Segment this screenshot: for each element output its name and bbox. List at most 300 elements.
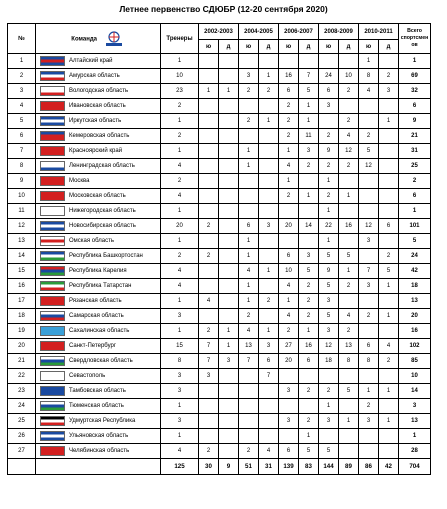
team-name: Республика Татарстан [69,283,132,289]
athlete-count [239,384,259,399]
athlete-count [259,309,279,324]
coaches-count: 2 [161,129,199,144]
table-row [8,234,431,249]
region-flag-icon [40,116,65,126]
team-name: Удмуртская Республика [69,418,136,424]
athlete-count [359,204,379,219]
athlete-count [359,369,379,384]
athlete-count: 1 [219,84,239,99]
athlete-count [239,429,259,444]
table-row [8,429,431,444]
coaches-count: 1 [161,399,199,414]
athlete-count: 3 [319,99,339,114]
row-total: 3 [399,399,431,414]
athlete-count [259,399,279,414]
table-row [8,99,431,114]
table-row [8,69,431,84]
athlete-count [239,369,259,384]
athlete-count: 12 [359,159,379,174]
header-group-2: 2004-2005 [239,24,279,40]
team-name: Севастополь [69,373,106,379]
totals-cell: 144 [319,459,339,475]
table-row [8,399,431,414]
athlete-count: 1 [299,114,319,129]
athlete-count [219,384,239,399]
table-row [8,219,431,234]
row-total: 9 [399,114,431,129]
coaches-count: 3 [161,414,199,429]
athlete-count: 5 [319,444,339,459]
athlete-count: 3 [359,279,379,294]
row-number: 13 [8,234,36,249]
table-row [8,294,431,309]
team-name: Нижегородская область [69,208,136,214]
athlete-count: 9 [319,264,339,279]
team-cell [36,69,161,84]
athlete-count: 1 [359,384,379,399]
row-number: 12 [8,219,36,234]
table-body [8,54,431,459]
coaches-count: 3 [161,369,199,384]
region-flag-icon [40,356,65,366]
athlete-count: 7 [259,369,279,384]
row-number: 17 [8,294,36,309]
athlete-count [199,114,219,129]
athlete-count: 3 [319,324,339,339]
athlete-count: 3 [219,354,239,369]
row-total: 18 [399,279,431,294]
table-row [8,279,431,294]
athlete-count: 4 [259,444,279,459]
team-cell [36,114,161,129]
athlete-count: 5 [359,144,379,159]
athlete-count [219,294,239,309]
totals-cell: 31 [259,459,279,475]
athlete-count: 7 [199,339,219,354]
table-row [8,339,431,354]
header-sub-m: ю [359,40,379,54]
athlete-count [379,99,399,114]
athlete-count: 6 [299,354,319,369]
table-row [8,189,431,204]
table-row [8,414,431,429]
athlete-count: 1 [319,174,339,189]
athlete-count: 6 [279,444,299,459]
page-title: Летнее первенство СДЮБР (12-20 сентября 2020) [119,4,328,14]
athlete-count: 1 [239,144,259,159]
header-sub-f: д [299,40,319,54]
region-flag-icon [40,71,65,81]
athlete-count [219,369,239,384]
athlete-count [299,204,319,219]
athlete-count [259,414,279,429]
athlete-count: 3 [299,144,319,159]
athlete-count: 2 [299,159,319,174]
athlete-count: 2 [359,129,379,144]
athlete-count: 3 [259,339,279,354]
team-name: Ивановская область [69,103,126,109]
athlete-count: 4 [379,339,399,354]
athlete-count: 2 [199,219,219,234]
athlete-count: 2 [199,249,219,264]
region-flag-icon [40,56,65,66]
totals-row [8,459,431,475]
athlete-count [199,204,219,219]
row-total: 6 [399,99,431,114]
athlete-count: 1 [239,294,259,309]
athlete-count: 12 [319,339,339,354]
athlete-count [279,234,299,249]
athlete-count [259,279,279,294]
athlete-count: 1 [239,234,259,249]
table-row [8,309,431,324]
coaches-count: 4 [161,279,199,294]
athlete-count [239,399,259,414]
header-group-3: 2006-2007 [279,24,319,40]
athlete-count [339,294,359,309]
athlete-count [279,369,299,384]
coaches-count: 1 [161,144,199,159]
athlete-count [379,429,399,444]
athlete-count: 16 [299,339,319,354]
row-number: 4 [8,99,36,114]
athlete-count [279,429,299,444]
athlete-count [339,174,359,189]
athlete-count [299,399,319,414]
coaches-count: 8 [161,354,199,369]
athlete-count: 1 [299,189,319,204]
table-row [8,129,431,144]
athlete-count [379,369,399,384]
athlete-count [259,129,279,144]
athlete-count [259,99,279,114]
athlete-count: 2 [239,114,259,129]
athlete-count [259,204,279,219]
athlete-count: 2 [359,399,379,414]
region-flag-icon [40,326,65,336]
team-name: Челябинская область [69,448,130,454]
row-number: 16 [8,279,36,294]
coaches-count: 2 [161,249,199,264]
header-coaches: Тренеры [161,24,199,54]
row-number: 15 [8,264,36,279]
athlete-count [339,204,359,219]
row-total: 102 [399,339,431,354]
athlete-count: 4 [239,324,259,339]
athlete-count: 2 [279,114,299,129]
athlete-count [199,174,219,189]
athlete-count: 2 [259,294,279,309]
athlete-count: 3 [259,219,279,234]
athlete-count: 6 [319,84,339,99]
row-total: 1 [399,429,431,444]
athlete-count: 2 [379,69,399,84]
athlete-count: 11 [299,129,319,144]
athlete-count: 5 [339,249,359,264]
region-flag-icon [40,311,65,321]
team-cell [36,294,161,309]
athlete-count [259,234,279,249]
athlete-count: 7 [299,69,319,84]
athlete-count: 2 [319,129,339,144]
results-table [7,23,431,475]
athlete-count: 1 [379,414,399,429]
athlete-count: 2 [259,84,279,99]
athlete-count [379,174,399,189]
athlete-count: 13 [239,339,259,354]
athlete-count: 1 [299,324,319,339]
athlete-count [259,159,279,174]
athlete-count: 4 [359,84,379,99]
coaches-count: 1 [161,234,199,249]
athlete-count [239,129,259,144]
athlete-count [219,309,239,324]
row-number: 9 [8,174,36,189]
athlete-count [279,399,299,414]
header-sub-f: д [379,40,399,54]
athlete-count: 20 [279,219,299,234]
row-number: 26 [8,429,36,444]
coaches-count: 2 [161,99,199,114]
row-total: 31 [399,144,431,159]
athlete-count [339,444,359,459]
team-cell [36,219,161,234]
athlete-count: 1 [259,114,279,129]
table-row [8,114,431,129]
header-sub-f: д [219,40,239,54]
row-total: 6 [399,189,431,204]
athlete-count: 10 [279,264,299,279]
athlete-count: 5 [299,444,319,459]
team-cell [36,279,161,294]
athlete-count [219,414,239,429]
athlete-count: 7 [239,354,259,369]
region-flag-icon [40,176,65,186]
row-number: 21 [8,354,36,369]
athlete-count: 1 [219,339,239,354]
athlete-count [199,234,219,249]
region-flag-icon [40,206,65,216]
header-group-4: 2008-2009 [319,24,359,40]
athlete-count: 5 [339,384,359,399]
athlete-count: 2 [339,279,359,294]
athlete-count: 2 [239,444,259,459]
row-number: 20 [8,339,36,354]
athlete-count [379,54,399,69]
athlete-count: 4 [279,279,299,294]
athlete-count: 1 [339,264,359,279]
region-flag-icon [40,386,65,396]
athlete-count: 1 [319,234,339,249]
athlete-count [279,54,299,69]
table-row [8,444,431,459]
athlete-count: 3 [299,249,319,264]
athlete-count [219,174,239,189]
athlete-count [239,189,259,204]
athlete-count [219,279,239,294]
athlete-count [239,174,259,189]
row-number: 8 [8,159,36,174]
region-flag-icon [40,161,65,171]
team-cell [36,264,161,279]
totals-total: 704 [399,459,431,475]
athlete-count: 2 [299,309,319,324]
region-flag-icon [40,296,65,306]
totals-cell: 83 [299,459,319,475]
athlete-count: 2 [199,444,219,459]
table-row [8,54,431,69]
team-cell [36,384,161,399]
row-total: 5 [399,234,431,249]
team-name: Ленинградская область [69,163,135,169]
federation-logo-icon [103,30,125,48]
athlete-count: 1 [379,384,399,399]
athlete-count [299,234,319,249]
row-number: 23 [8,384,36,399]
athlete-count: 2 [319,189,339,204]
team-name: Московская область [69,193,126,199]
totals-cell: 9 [219,459,239,475]
athlete-count: 2 [319,159,339,174]
athlete-count [379,159,399,174]
coaches-count: 4 [161,159,199,174]
athlete-count [219,234,239,249]
row-number: 6 [8,129,36,144]
athlete-count: 1 [259,324,279,339]
table-row [8,264,431,279]
team-cell [36,144,161,159]
team-cell [36,204,161,219]
athlete-count: 2 [379,354,399,369]
region-flag-icon [40,221,65,231]
team-name: Рязанская область [69,298,122,304]
team-name: Сахалинская область [69,328,130,334]
athlete-count [199,69,219,84]
athlete-count [219,159,239,174]
team-cell [36,339,161,354]
coaches-count: 1 [161,429,199,444]
coaches-count: 20 [161,219,199,234]
athlete-count: 16 [339,219,359,234]
row-number: 7 [8,144,36,159]
athlete-count [259,174,279,189]
table-row [8,174,431,189]
team-cell [36,249,161,264]
athlete-count [219,54,239,69]
header-num: № [8,24,36,54]
athlete-count: 1 [279,144,299,159]
region-flag-icon [40,266,65,276]
team-name: Кемеровская область [69,133,130,139]
header-group-5: 2010-2011 [359,24,399,40]
athlete-count [239,414,259,429]
athlete-count [379,189,399,204]
athlete-count [199,309,219,324]
athlete-count [219,444,239,459]
athlete-count: 1 [219,324,239,339]
athlete-count [359,249,379,264]
athlete-count: 1 [299,429,319,444]
athlete-count: 13 [339,339,359,354]
row-number: 2 [8,69,36,84]
athlete-count [259,189,279,204]
region-flag-icon [40,146,65,156]
coaches-count: 1 [161,54,199,69]
athlete-count: 5 [319,249,339,264]
athlete-count: 1 [359,54,379,69]
header-sub-m: ю [199,40,219,54]
athlete-count: 6 [239,219,259,234]
team-cell [36,354,161,369]
athlete-count: 2 [339,114,359,129]
athlete-count [339,399,359,414]
table-row [8,204,431,219]
coaches-count: 15 [161,339,199,354]
athlete-count: 2 [339,159,359,174]
athlete-count: 6 [359,339,379,354]
athlete-count: 2 [379,249,399,264]
athlete-count [359,99,379,114]
team-name: Санкт-Петербург [69,343,117,349]
coaches-count: 3 [161,384,199,399]
team-cell [36,399,161,414]
row-total: 20 [399,309,431,324]
row-number: 10 [8,189,36,204]
team-name: Новосибирская область [69,223,136,229]
athlete-count [359,324,379,339]
team-name: Москва [69,178,90,184]
athlete-count: 16 [279,69,299,84]
coaches-count: 1 [161,324,199,339]
region-flag-icon [40,341,65,351]
athlete-count: 4 [339,309,359,324]
athlete-count [299,174,319,189]
athlete-count [359,174,379,189]
team-name: Республика Карелия [69,268,127,274]
team-name: Тамбовская область [69,388,126,394]
region-flag-icon [40,86,65,96]
athlete-count [239,54,259,69]
coaches-count: 1 [161,204,199,219]
athlete-count: 1 [379,114,399,129]
athlete-count [379,294,399,309]
athlete-count: 2 [339,324,359,339]
totals-cell: 89 [339,459,359,475]
region-flag-icon [40,101,65,111]
header-team [36,24,161,54]
athlete-count: 2 [279,189,299,204]
row-number: 19 [8,324,36,339]
row-total: 25 [399,159,431,174]
athlete-count [339,99,359,114]
athlete-count: 4 [279,159,299,174]
athlete-count: 1 [279,294,299,309]
athlete-count [199,159,219,174]
athlete-count: 2 [359,309,379,324]
team-cell [36,159,161,174]
athlete-count [339,54,359,69]
team-name: Ульяновская область [69,433,129,439]
totals-cell: 139 [279,459,299,475]
header-team-label: Команда [71,36,98,43]
athlete-count: 10 [339,69,359,84]
region-flag-icon [40,191,65,201]
coaches-count: 4 [161,444,199,459]
athlete-count: 9 [319,144,339,159]
athlete-count: 6 [279,84,299,99]
row-number: 25 [8,414,36,429]
athlete-count [319,369,339,384]
